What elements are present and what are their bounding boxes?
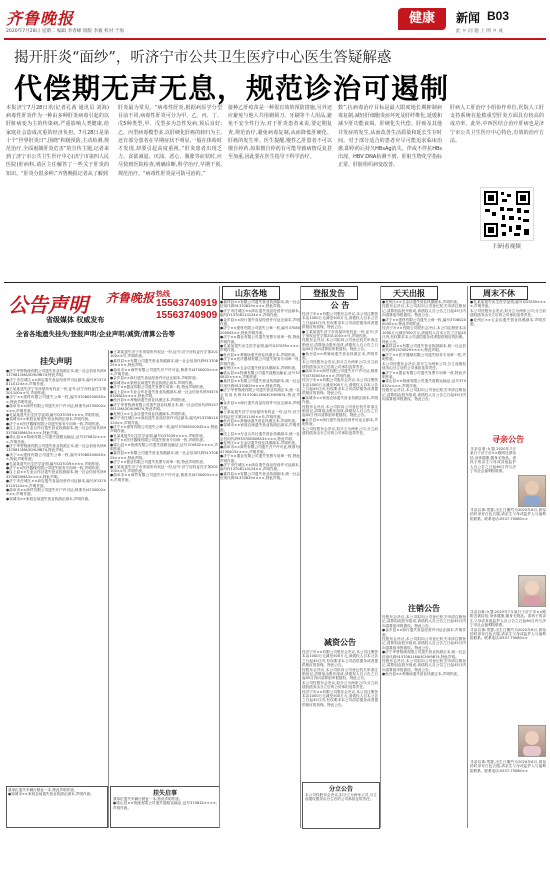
list-item: ●孔某某遗失出生医学证明,编号Q37039××××,声明作废。 (220, 344, 300, 353)
list-item: 寻亲启事:男婴,出生日期约为2020年6月,被捡拾时身穿白色衣服,请亲生父母或监护人与福利院联系。联系电话:0537-75080×× (470, 508, 546, 521)
column-head-2 (222, 286, 280, 300)
list-item: ●济宁××医疗器械有限公司遗失财务专用章一枚,声明作废。 (220, 357, 300, 366)
article-col-5 (450, 104, 544, 174)
search-notice-4 (470, 760, 546, 828)
list-item: ●兖州区××五金店遗失营业执照副本,声明作废。 (220, 441, 299, 445)
cancel-heading (382, 603, 466, 614)
list-item: ●汶上县××专业合作社遗失营业执照副本,统一社会信用代码93370830MA3××××,特此声明。 (110, 389, 218, 399)
list-item: ●济宁××医疗器械有限公司遗失财务专用章一枚,声明作废。 (382, 352, 466, 362)
list-item: ●梁山县××物流有限公司遗失道路运输证,证号370832××××,声明作废。 (220, 370, 300, 379)
notices-col-2 (110, 350, 218, 782)
list-item: ●曲阜市××商贸有限公司遗失开户许可证,核准号J4730003××××,声明作废。 (6, 487, 106, 497)
lost-notices-col-1 (6, 369, 106, 783)
list-item: 经济宁市××有限公司股东会决议,本公司注册资本由1000万元减至500万元,请债权人自本公告之日起45日内,有权要求本公司清偿债务或者提供相应的担保。特此公告。 (382, 326, 466, 344)
column-divider (300, 286, 301, 828)
search-notice-2 (470, 508, 546, 568)
search-notice-1 (470, 447, 516, 503)
list-item: ●孔某某遗失出生医学证明,编号Q37039××××,声明作废。 (6, 461, 103, 466)
list-item: ●王某某遗失济宁市房屋所有权证一份,证号:济宁房权证任字第201100××号,声明作废。 (110, 464, 218, 473)
list-item: ●济宁华誉物流有限公司遗失营业执照正本,统一社会信用代码91370811MA3CHU9B74,特此声明。 (6, 443, 106, 453)
baby-photo-3 (518, 725, 546, 757)
list-item: ●鱼台县××养殖场遗失营业执照正本,声明作废。 (220, 418, 299, 423)
list-item: 经济宁市××有限公司股东会决议,本公司注册资本由1000万元减至500万元,请债权人自本公告之日起45日内,有权要求本公司清偿债务或者提供相应的担保。特此公告。 (302, 689, 378, 707)
list-item: ●济宁市任城区××商店遗失食品经营许可证副本,编号JY13708110124××,声明作废。 (220, 308, 300, 318)
list-item: ●兖州区××五金店遗失营业执照副本,声明作废。 (110, 411, 189, 416)
list-item: ●嘉祥县××有限公司遗失营业执照副本,统一社会信用代码91370829××××,特此声明。 (220, 300, 300, 309)
masthead-logo: 齐鲁晚报 (6, 9, 75, 28)
list-item: ●济宁华誉物流有限公司遗失营业执照正本,统一社会信用代码91370811MA3CHU9B74,特此声明。 (220, 388, 300, 401)
list-item: ●济宁××置业有限公司遗失发票专用章一枚,特此声明作废。 (220, 454, 300, 463)
list-item: ●邹城市××家庭农场遗失营业执照正副本,声明作废。 (220, 423, 300, 432)
ad-tagline: 省级媒体 权威发布 (46, 316, 105, 324)
ad-brand: 齐鲁晚报 (106, 291, 155, 305)
list-item: 经股东会决议,本公司拟向公司登记机关申请注销登记,清算组由股东组成,请债权人自公告之日起45日内向清算组申报债权。特此公告。 (382, 615, 466, 628)
column-head-3-label: 登报发告 (313, 288, 345, 298)
list-item: ●梁山县××物流有限公司遗失道路运输证,证号370832××××,声明作废。 (6, 435, 106, 444)
division-heading: 分立公告 (328, 786, 353, 793)
list-item: ●济宁华誉物流有限公司遗失营业执照正本,统一社会信用代码91370811MA3CHU9B74,特此声明。 (382, 650, 466, 659)
list-item: ●王某某遗失济宁市房屋所有权证一份,证号:济宁房权证任字第201100××号,声明作废。 (220, 410, 300, 419)
column-divider (380, 286, 381, 828)
list-item: ●济宁××置业有限公司遗失发票专用章一枚,特此声明作废。 (110, 460, 207, 465)
list-item: ●金乡县××商行遗失食品经营许可证正副本,声明作废。 (220, 317, 300, 327)
search-heading-label: 寻亲公告 (492, 434, 524, 444)
list-item: ●金乡县××商行遗失食品经营许可证正副本,声明作废。 (382, 628, 466, 637)
list-item: ●邹城市××家庭农场遗失营业执照正副本,声明作废。 (6, 496, 92, 501)
bottom-notice-box-2 (110, 786, 220, 828)
division-notice-box (302, 782, 380, 829)
reduction-heading-label: 减资公告 (324, 637, 356, 647)
notice-title: 公告声明 (8, 293, 88, 317)
list-item: ●孔某某遗失出生医学证明,编号Q37039××××,声明作废。 (470, 300, 546, 309)
list-item: 本公司经股东会决议,拟分立为两家公司,分立前债权债务由分立后的公司承担连带责任。 (302, 426, 378, 435)
notices-col-5 (382, 300, 466, 600)
list-item: 本公司经股东会决议,拟分立为两家公司,分立前债权债务由分立后的公司承担连带责任。 (305, 793, 377, 802)
list-item: ●汶上县××专业合作社遗失营业执照副本,统一社会信用代码93370830MA3××××,特此声明。 (6, 470, 106, 479)
list-item: ●鱼台县××养殖场遗失营业执照正本,声明作废。 (220, 352, 299, 357)
list-item: ●汶上县××专业合作社遗失营业执照副本,统一社会信用代码93370830MA3××××,特此声明。 (6, 426, 106, 435)
list-item: ●王某某遗失济宁市房屋所有权证一份,证号:济宁房权证任字第201100××号,声明作废。 (110, 350, 218, 359)
list-item: 经济宁市××有限公司股东会决议,本公司注册资本由1000万元减至500万元,请债权人自本公告之日起45日内,有权要求本公司清偿债务或者提供相应的担保。特此公告。 (302, 650, 378, 668)
column-divider (467, 286, 468, 828)
list-item: 寻亲启事:女婴,2020年7月某日于济宁市××路附近被捡拾,身体健康,随身无物品。请孩子的亲生父母或其他监护人自公告之日起60日内与济宁市社会福利院联系。 (470, 610, 546, 628)
notices-col-6 (470, 300, 546, 420)
column-head-5 (470, 286, 528, 300)
list-item: ●济宁××建材有限公司遗失公章一枚,编号37080200045××,特此声明作废。 (6, 452, 106, 462)
column-head-4-label: 天天出报 (393, 288, 425, 298)
paper-name: 新闻 (456, 11, 481, 25)
list-item: ●兖州区××五金店遗失营业执照副本,声明作废。 (382, 300, 461, 304)
list-item: ●曲阜市××商贸有限公司遗失开户许可证,核准号J4730003××××,声明作废。 (110, 367, 218, 377)
article-col-4 (338, 104, 442, 276)
baby-icon (519, 476, 545, 506)
list-item: ●金乡县××商行遗失食品经营许可证正副本,声明作废。 (110, 376, 200, 381)
list-item: ●济宁××置业有限公司遗失发票专用章一枚,特此声明作废。 (382, 370, 466, 379)
list-item: 寻亲启事:女婴,2020年7月某日于济宁市××路附近被捡拾,身体健康,随身无物品。请孩子的亲生父母或其他监护人自公告之日起60日内与济宁市社会福利院联系。 (470, 447, 516, 474)
list-item: 本公司经股东会决议,拟分立为两家公司,分立前债权债务由分立后的公司承担连带责任。 (302, 360, 378, 369)
list-item: 经股东会决议,本公司拟向公司登记机关申请注销登记,清算组由股东组成,请债权人自公告之日起45日内向清算组申报债权。特此公告。 (382, 637, 466, 650)
list-item: ●孔某某遗失出生医学证明,编号Q37039××××,声明作废。 (6, 413, 103, 418)
list-item: ●曲阜市××商贸有限公司遗失开户许可证,核准号J4730003××××,声明作废。 (110, 473, 218, 482)
list-item: ●嘉祥县××有限公司遗失营业执照副本,统一社会信用代码91370829××××,特此声明。 (110, 358, 218, 368)
list-item: ●兖州区××五金店遗失营业执照副本,声明作废。 (220, 366, 299, 371)
article-kicker: 揭开肝炎“面纱”，听济宁市公共卫生医疗中心医生答疑解惑 (14, 50, 392, 66)
qr-code-icon (481, 188, 533, 240)
list-item: ●济宁××医疗器械有限公司遗失财务专用章一枚,声明作废。 (6, 421, 103, 426)
baby-icon (519, 726, 545, 756)
list-item: ●梁山县××物流有限公司遗失道路运输证,证号370832××××,声明作废。 (382, 379, 466, 388)
search-notice-3 (470, 610, 546, 720)
list-item: 经股东会决议,本公司拟向公司登记机关申请注销登记,清算组由股东组成,请债权人自公告之日起45日内向清算组申报债权。特此公告。 (382, 659, 466, 672)
qr-label: 扫码看视频 (493, 244, 521, 250)
list-item: ●金乡县××商行遗失食品经营许可证正副本,声明作废。 (302, 417, 378, 427)
list-item: ●济宁华誉物流有限公司遗失营业执照正本,统一社会信用代码91370811MA3CHU9B74,特此声明。 (110, 402, 218, 412)
list-item: 本公司经股东会决议,拟分立为两家公司,分立前债权债务由分立后的公司承担连带责任。 (470, 308, 546, 318)
list-item: ●济宁××建材有限公司遗失公章一枚,编号37080200045××,特此声明作废。 (382, 317, 466, 327)
column-head-4 (380, 286, 438, 300)
list-item: ●济宁华誉物流有限公司遗失营业执照正本,统一社会信用代码91370811MA3CHU9B74,特此声明。 (6, 369, 106, 378)
page-number: B03 (487, 9, 510, 23)
masthead-date-line: 2020年7月28日 星期二 编辑 李青峰 组版 李毅 校对 于海 (6, 29, 124, 34)
list-item: 本公司经股东会决议,拟分立为两家公司,分立前债权债务由分立后的公司承担连带责任。 (302, 680, 378, 690)
ad-hotline-2: 15563740909 (156, 310, 218, 321)
column-head-5-label: 周末不休 (483, 288, 515, 298)
article-col-3-text: 接种乙肝疫苗是一种很有效的预防措施,另外还应避免与他人共用剃须刀、牙刷等个人用品,避免不安全性行为,对于肝炎患者来说,要定期复查,规范治疗,避免病毒复制,从而降低肝硬化、肝癌的发生率。医生提醒,慢性乙肝患者不可以擅自停药,如果擅自停药有可能导致病情反复甚至加重,因此要在医生指导下科学治疗。 (228, 105, 332, 161)
list-item: ●济宁××置业有限公司遗失发票专用章一枚,特此声明作废。 (220, 335, 300, 344)
list-item: ●鱼台县××养殖场遗失营业执照正本,声明作废。 (110, 398, 189, 403)
list-item: ●邹城市××家庭农场遗失营业执照正副本,声明作废。 (8, 792, 94, 797)
article-col-4-text: 数”,抗病毒治疗目标是最大限度地长期抑制病毒复制,减轻肝细胞炎症坏死及肝纤维化,延缓和减少肝功能衰竭、肝硬化失代偿、肝癌及其他并发症的发生,从而改善生活质量和延长生存时间。对于部分适合的患者应尽可能追求临床治愈,即停药后持久HBsAg消失、伴或不伴抗HBs出现、HBV DNA检测不到、肝脏生物化学指标正常、肝脏组织病变改善。 (338, 105, 442, 169)
column-head-2-label: 山东各地 (235, 288, 267, 298)
division-text (303, 793, 379, 827)
notice-ad-box (6, 287, 218, 347)
ad-hotline-1: 15563740919 (156, 298, 218, 309)
list-item: ●王某某遗失济宁市房屋所有权证一份,证号:济宁房权证任字第201100××号,声明作废。 (6, 386, 106, 396)
list-item: ●济宁××置业有限公司遗失发票专用章一枚,特此声明作废。 (110, 385, 207, 390)
list-item: ●济宁市任城区××商店遗失食品经营许可证副本,编号JY13708110124××,声明作废。 (6, 377, 106, 387)
bottom-notice-1-text (7, 787, 107, 827)
list-item: 寻亲启事:男婴,出生日期约为2020年6月,被捡拾时身穿白色衣服,请亲生父母或监护人与福利院联系。联系电话:0537-75080×× (470, 627, 546, 641)
cancel-notices (382, 615, 466, 827)
list-item: ●兖州区××五金店遗失营业执照副本,声明作废。 (470, 317, 546, 327)
column-head-1 (6, 355, 106, 367)
list-item: ●曲阜市××商贸有限公司遗失开户许可证,核准号J4730003××××,声明作废。 (220, 445, 300, 454)
list-item: 经股东会决议,本公司拟向公司登记机关申请注销登记,清算组由股东组成,请债权人自公告之日起45日内向清算组申报债权。特此公告。 (302, 667, 378, 681)
list-item: ●梁山县××物流有限公司遗失道路运输证,证号370832××××,声明作废。 (110, 442, 218, 451)
article-headline: 代偿期无声无息，规范诊治可遏制 (14, 72, 450, 105)
list-item: 我单位遗失车辆行驶证一本,特此声明作废。 (8, 788, 78, 792)
baby-icon (519, 576, 545, 606)
qr-code[interactable] (480, 187, 534, 241)
masthead-sub-line: 此 ＃ 问 题 上 网 ＃ 成 (456, 29, 503, 34)
list-item: ●嘉祥县××有限公司遗失营业执照副本,统一社会信用代码91370829××××,特此声明。 (220, 471, 300, 481)
list-item: ●济宁××建材有限公司遗失公章一枚,编号37080200045××,特此声明作废。 (6, 395, 106, 404)
list-item: ●鱼台县××养殖场遗失营业执照正本,声明作废。 (302, 351, 378, 361)
list-item: 经股东会决议,本公司拟向公司登记机关申请注销登记,清算组由股东组成,请债权人自公告之日起45日内向清算组申报债权。特此公告。 (382, 388, 466, 401)
list-item: 经济宁市××有限公司股东会决议,本公司注册资本由1000万元减至500万元,请债权人自本公告之日起45日内,有权要求本公司清偿债务或者提供相应的担保。特此公告。 (302, 312, 378, 330)
list-item: ●嘉祥县××有限公司遗失营业执照副本,统一社会信用代码91370829××××,特此声明。 (382, 344, 466, 353)
column-head-1-label: 挂失声明 (40, 356, 72, 366)
list-item: ●济宁市任城区××商店遗失食品经营许可证副本,编号JY13708110124××,声明作废。 (110, 416, 218, 425)
article-col-3 (228, 104, 332, 276)
article-col-1 (6, 104, 109, 276)
list-item: ●曲阜市××商贸有限公司遗失开户许可证,核准号J4730003××××,声明作废。 (6, 404, 106, 413)
public-notice-heading-label: 公 告 (330, 300, 350, 310)
cancel-heading-label: 注销公告 (408, 603, 440, 613)
list-item: ●济宁市任城区××商店遗失食品经营许可证副本,编号JY13708110124××,声明作废。 (220, 463, 300, 472)
list-item: ●曲阜市××商贸有限公司遗失开户许可证,核准号J4730003××××,声明作废。 (302, 369, 378, 378)
list-item: ●金乡县××商行遗失食品经营许可证正副本,声明作废。 (220, 401, 300, 410)
article-col-5-text: 肝病人工肝治疗小组协作单位,医院人工肝支持系统在抢救重型肝炎方面具有较高的成功率。此外,中西医结合治疗肝病也是济宁市公共卫生医疗中心特色,有效的治疗方法。 (450, 105, 544, 144)
list-item: 经股东会决议,本公司拟向公司登记机关申请注销登记,清算组由股东组成,请债权人自公告之日起45日内向清算组申报债权。特此公告。 (302, 404, 378, 418)
list-item: ●济宁××医疗器械有限公司遗失财务专用章一枚,声明作废。 (110, 438, 207, 443)
article-col-2-text: 肝炎最为常见。“病毒性肝炎,根据病原学分型目前不同,病毒性肝炎可分为甲、乙、丙、丁、戊5种类型,甲、戊型多为急性发病,预后良好;乙、丙型病毒模型多,以肝硬化肝癌的转归为主,还有部分患者在早期症状不明显,一般在体检时才发现,却要引起高度重视。”肝炎患者出现乏力、食欲减退、厌油、恶心、腹胀等症状时,应尽快到医院检查,明确诊断,科学治疗,早期干预,规范治疗。“病毒性肝炎是可防可治的。” (118, 105, 222, 177)
article-col-1-text: 本报济宁7月28日讯(记者孔茜 通讯员 刘海) 病毒性肝炎作为一种由多种肝炎病毒引起的以肝脏病变为主的传染病,严重影响人类健康,给家庭社会造成沉重的经济负担。7月28日是第十个“世界肝炎日”,围绕“积极预防,主动检测,规范治疗,全面遏制肝炎危害”的宣传主题,记者来到了济宁市公共卫生医疗中心(济宁市第四人民医院)肝病科,请区主任解答了一些关于肝炎的知识。“肝炎分很多种,”齐鲁晚报记者从了解到 (6, 105, 109, 177)
public-notice-heading (302, 300, 378, 311)
ad-hotline-label: 热线 (156, 290, 170, 298)
list-item: ●汶上县××专业合作社遗失营业执照副本,统一社会信用代码93370830MA3××××,特此声明。 (220, 432, 300, 441)
list-item: ●嘉祥县××有限公司遗失营业执照副本,统一社会信用代码91370829××××,特此声明。 (110, 451, 218, 460)
column-head-3 (300, 286, 358, 300)
baby-photo-1 (518, 475, 546, 507)
list-item: 经济宁市××有限公司股东会决议,本公司注册资本由1000万元减至500万元,请债权人自本公告之日起45日内,有权要求本公司清偿债务或者提供相应的担保。特此公告。 (302, 378, 378, 396)
bottom-notice-2-text (111, 797, 219, 827)
ad-scope: 全省各地遗失挂失/登报声明/企业声明/减资/清算公告等 (16, 330, 175, 338)
list-item: ●嘉祥县××有限公司遗失营业执照副本,统一社会信用代码91370829××××,特此声明。 (220, 379, 300, 388)
reduction-heading (302, 637, 378, 648)
list-item: 经股东会决议,本公司拟向公司登记机关申请注销登记,清算组由股东组成,请债权人自公告之日起45日内向清算组申报债权。特此公告。 (382, 304, 466, 318)
list-item: ●济宁市任城区××商店遗失食品经营许可证副本,编号JY13708110124××,声明作废。 (6, 479, 106, 488)
masthead-rule (4, 38, 546, 40)
masthead (0, 0, 550, 40)
notices-col-4 (302, 312, 378, 634)
section-tag-label: 健康 (408, 11, 435, 26)
list-item: 我单位遗失车辆行驶证一本,特此声明作废。 (113, 797, 183, 801)
list-item: ●孔某某遗失出生医学证明,编号Q37039××××,声明作废。 (110, 433, 207, 438)
bottom-notice-box-1 (6, 786, 108, 828)
list-item: ●梁山县××物流有限公司遗失道路运输证,证号370832××××,声明作废。 (113, 801, 217, 810)
list-item: ●济宁××建材有限公司遗失公章一枚,编号37080200045××,特此声明作废。 (220, 326, 300, 335)
notices-col-3 (220, 300, 300, 810)
list-item: ●邹城市××家庭农场遗失营业执照正副本,声明作废。 (6, 417, 92, 422)
bottom-notice-title: 挂失启事 (152, 790, 177, 797)
list-item: ●济宁××医疗器械有限公司遗失财务专用章一枚,声明作废。 (6, 465, 103, 470)
list-item: ●邹城市××家庭农场遗失营业执照正副本,声明作废。 (302, 395, 378, 405)
article-col-2 (118, 104, 222, 276)
list-item: ●王某某遗失济宁市房屋所有权证一份,证号:济宁房权证任字第201100××号,声明作废。 (302, 329, 378, 339)
section-tag (398, 8, 446, 30)
column-divider (219, 286, 220, 828)
list-item: 寻亲启事:男婴,出生日期约为2020年6月,被捡拾时身穿白色衣服,请亲生父母或监护人与福利院联系。联系电话:0537-75080×× (470, 760, 546, 773)
search-heading (470, 434, 546, 445)
list-item: 经股东会决议,本公司拟向公司登记机关申请注销登记,清算组由股东组成,请债权人自公告之日起45日内向清算组申报债权。特此公告。 (302, 338, 378, 352)
baby-photo-2 (518, 575, 546, 607)
list-item: ●济宁××建材有限公司遗失公章一枚,编号37080200045××,特此声明作废。 (110, 424, 218, 434)
list-item: 本公司经股东会决议,拟分立为两家公司,分立前债权债务由分立后的公司承担连带责任。 (382, 361, 466, 371)
list-item: ●邹城市××家庭农场遗失营业执照正副本,声明作废。 (110, 380, 196, 385)
column-divider (108, 350, 109, 828)
article-bottom-rule (4, 282, 546, 283)
list-item: ●鱼台县××养殖场遗失营业执照正本,声明作废。 (382, 672, 461, 677)
